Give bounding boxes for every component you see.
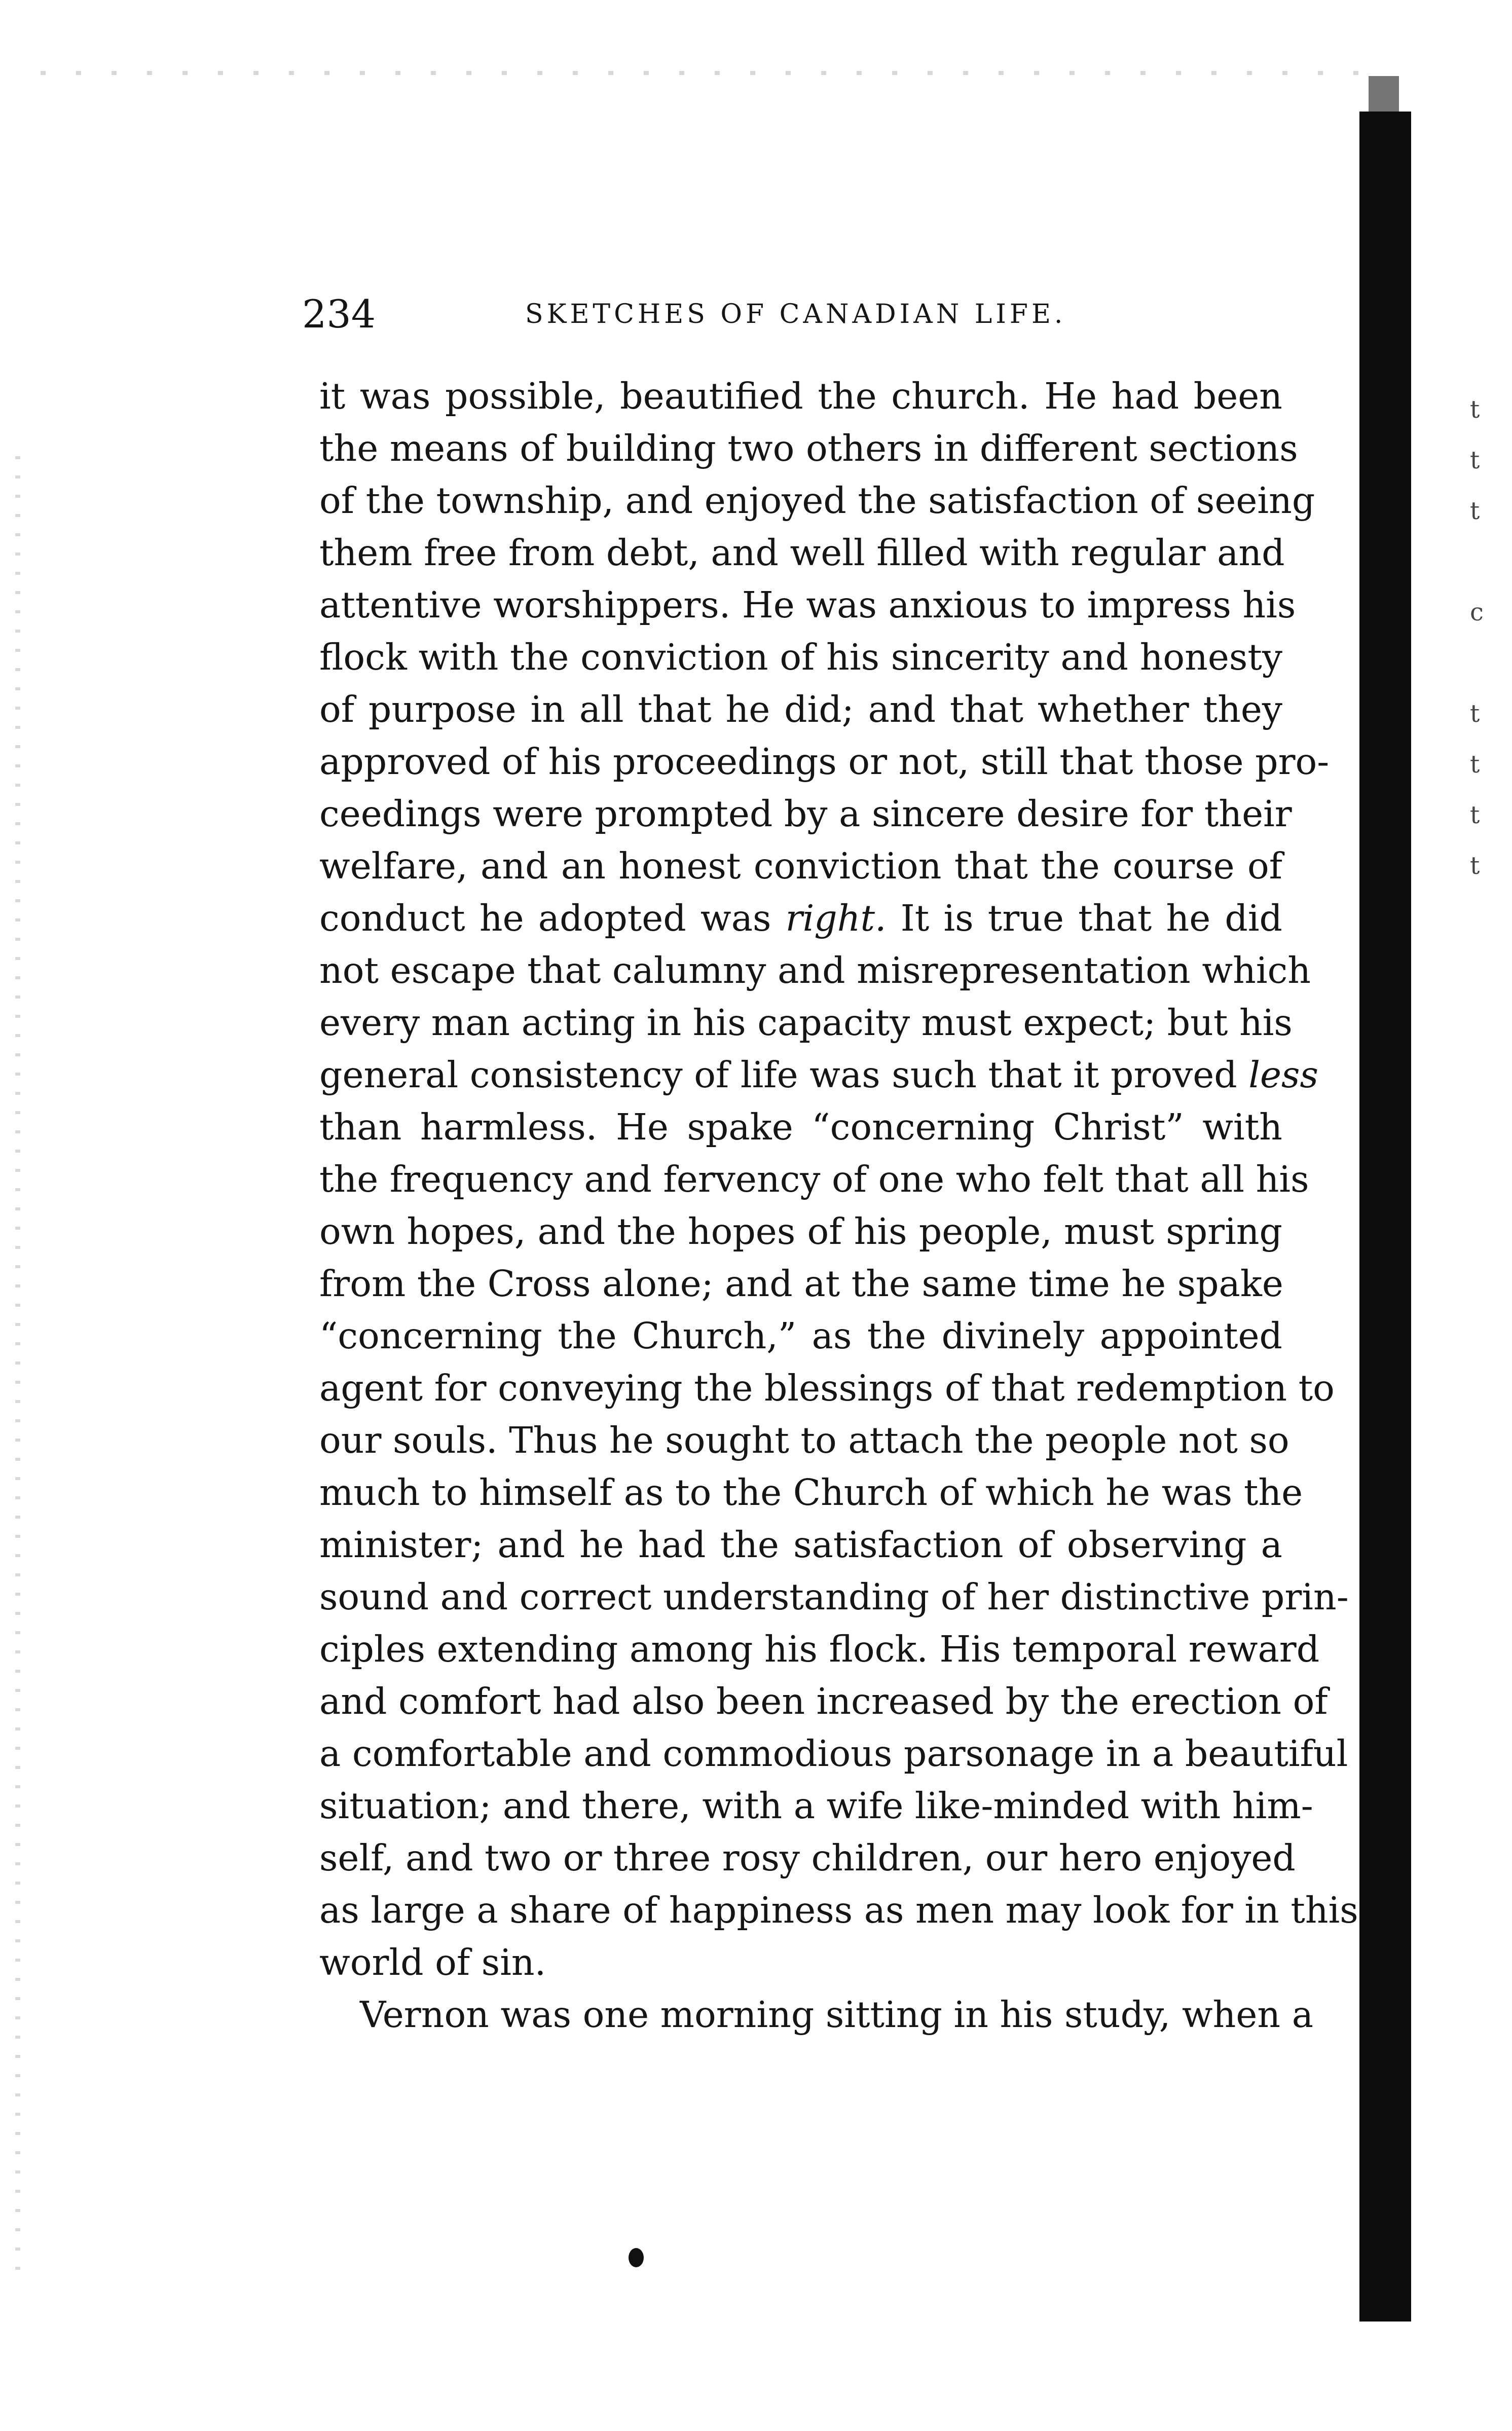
text-line: ceedings were prompted by a sincere desire for their (319, 793, 1292, 835)
facing-letter: t (1470, 801, 1480, 829)
text-line: welfare, and an honest conviction that the course of (319, 845, 1282, 887)
text-line: as large a share of happiness as men may look for in this (319, 1889, 1358, 1931)
paragraph-start-line: Vernon was one morning sitting in his study, when a (360, 1994, 1314, 2036)
body-text (319, 370, 1358, 2041)
text-line: “concerning the Church,” as the divinely appointed (319, 1315, 1282, 1357)
facing-letter: t (1470, 699, 1480, 728)
text-line: and comfort had also been increased by the erection of (319, 1680, 1328, 1722)
paragraph-end-line: world of sin. (319, 1941, 546, 1983)
facing-letter: t (1470, 750, 1480, 779)
text-line: a comfortable and commodious parsonage in a beautiful (319, 1733, 1348, 1775)
text-line: own hopes, and the hopes of his people, must spring (319, 1210, 1282, 1253)
line-text: conduct he adopted was (319, 897, 786, 939)
text-line-with-italic (319, 892, 1282, 944)
facing-page-letters (1470, 395, 1500, 902)
running-head (302, 286, 1285, 342)
facing-letter: t (1470, 395, 1480, 424)
text-line: the frequency and fervency of one who felt that all his (319, 1158, 1309, 1200)
scan-edge-bar (1359, 112, 1411, 2322)
italic-word: less (1248, 1054, 1318, 1096)
text-line: than harmless. He spake “concerning Christ” with (319, 1106, 1282, 1148)
italic-word: right. (785, 897, 887, 939)
text-line: our souls. Thus he sought to attach the people not so (319, 1419, 1289, 1461)
text-line: agent for conveying the blessings of that redemption to (319, 1367, 1335, 1409)
text-line: from the Cross alone; and at the same time he spake (319, 1263, 1283, 1305)
page-number: 234 (302, 291, 376, 337)
text-line: them free from debt, and well filled with regular and (319, 532, 1285, 574)
text-line: it was possible, beautified the church. He had been (319, 375, 1282, 417)
text-line-with-italic (319, 1049, 1318, 1101)
text-line: approved of his proceedings or not, still that those pro- (319, 741, 1330, 783)
text-line: every man acting in his capacity must expect; but his (319, 1002, 1293, 1044)
text-line: of the township, and enjoyed the satisfaction of seeing (319, 480, 1315, 522)
line-text: general consistency of life was such that it proved (319, 1054, 1249, 1096)
text-line: much to himself as to the Church of which he was the (319, 1471, 1303, 1514)
text-line: flock with the conviction of his sincerity and honesty (319, 636, 1282, 678)
scan-speckle-top (41, 71, 1358, 75)
scan-edge-shadow-top (1369, 76, 1399, 117)
text-line: self, and two or three rosy children, our hero enjoyed (319, 1837, 1296, 1879)
running-title: SKETCHES OF CANADIAN LIFE. (525, 299, 1066, 329)
scan-speckle-left (15, 456, 20, 2281)
facing-letter: t (1470, 852, 1480, 880)
facing-letter: t (1470, 446, 1480, 474)
text-line: the means of building two others in different sections (319, 427, 1298, 469)
text-line: minister; and he had the satisfaction of observing a (319, 1524, 1282, 1566)
line-text: It is true that he did (886, 897, 1282, 939)
text-line: situation; and there, with a wife like-minded with him- (319, 1785, 1313, 1827)
ink-dot (629, 2248, 644, 2267)
text-line: not escape that calumny and misrepresentation which (319, 949, 1311, 991)
facing-letter: c (1470, 598, 1484, 627)
text-line: sound and correct understanding of her distinctive prin- (319, 1576, 1349, 1618)
facing-letter: t (1470, 497, 1480, 525)
text-line: attentive worshippers. He was anxious to impress his (319, 584, 1296, 626)
text-line: ciples extending among his flock. His temporal reward (319, 1628, 1320, 1670)
text-line: of purpose in all that he did; and that whether they (319, 688, 1282, 730)
